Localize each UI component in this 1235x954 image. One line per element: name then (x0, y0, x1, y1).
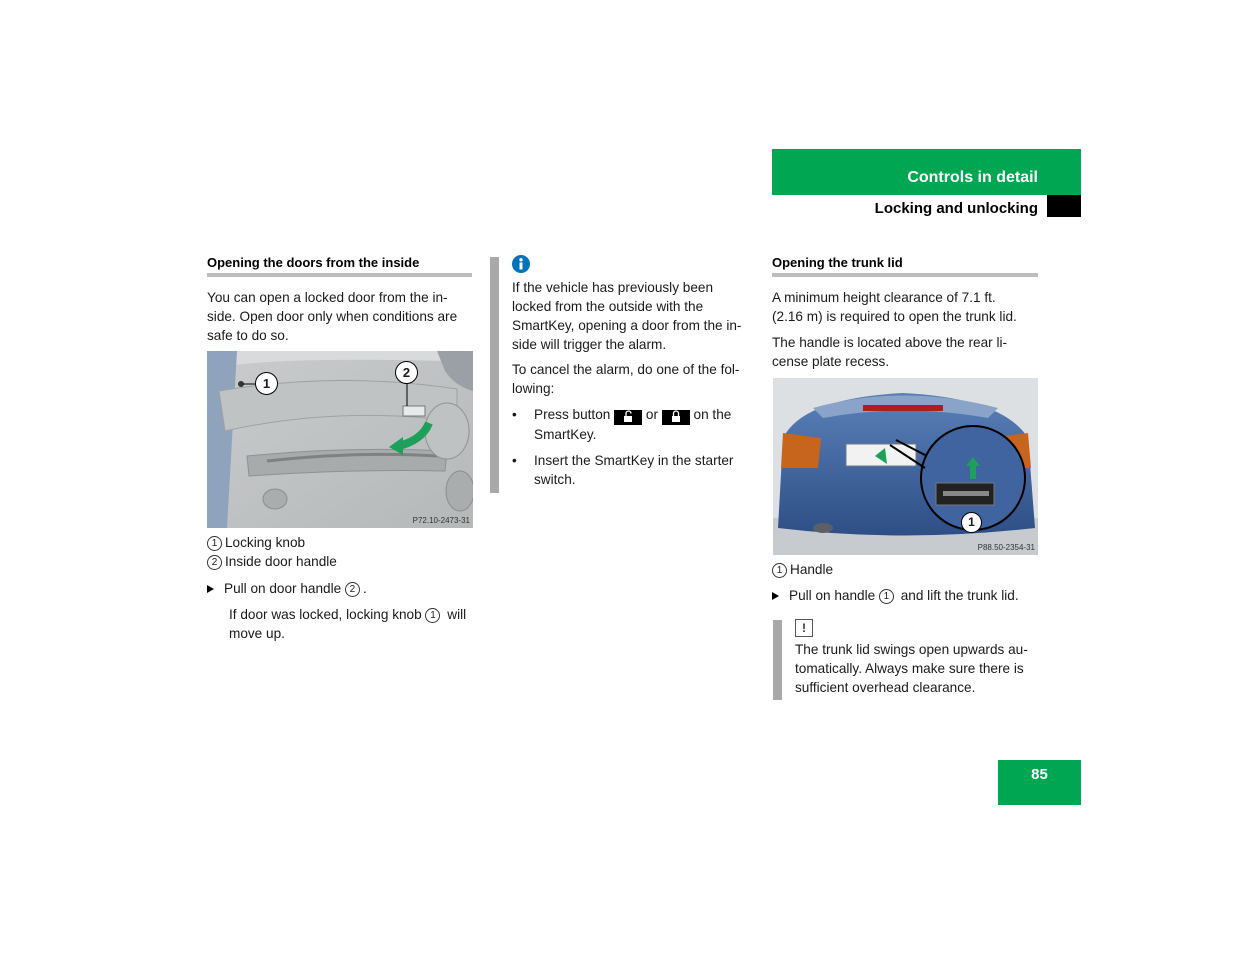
right-line: A minimum height clearance of 7.1 ft. (772, 290, 996, 305)
left-result (229, 605, 479, 643)
legend-number: 2 (207, 555, 222, 570)
callout-1: 1 (961, 512, 982, 533)
step-number: 1 (879, 589, 894, 604)
warning-line: sufficient overhead clearance. (795, 680, 976, 695)
step-arrow-icon (207, 585, 214, 593)
left-intro-line: safe to do so. (207, 328, 289, 343)
bullet-text-or: or (642, 407, 662, 422)
figure-code: P88.50-2354-31 (977, 543, 1035, 552)
right-step (772, 586, 1019, 605)
step-text-end: . (362, 581, 367, 596)
left-legend (207, 533, 337, 571)
info-line: If the vehicle has previously been (512, 280, 714, 295)
legend-number: 1 (207, 536, 222, 551)
left-intro-line: You can open a locked door from the in- (207, 290, 448, 305)
subsection-title: Locking and unlocking (874, 200, 1038, 217)
info-para-2 (512, 360, 762, 398)
page-number-box (998, 760, 1081, 805)
warning-icon: ! (795, 619, 813, 637)
page-number: 85 (1031, 766, 1048, 783)
step-text: Pull on door handle (224, 581, 345, 596)
result-text: If door was locked, locking knob (229, 607, 426, 622)
bullet-icon: • (512, 453, 517, 468)
right-heading: Opening the trunk lid (772, 255, 903, 270)
callout-2: 2 (395, 361, 418, 384)
info-bullet-1 (512, 405, 762, 444)
legend-number: 1 (772, 563, 787, 578)
section-title: Controls in detail (907, 169, 1038, 186)
warning-line: tomatically. Always make sure there is (795, 661, 1024, 676)
info-line: lowing: (512, 381, 555, 396)
result-line: move up. (229, 626, 285, 641)
legend-item (207, 552, 337, 571)
info-line: locked from the outside with the (512, 299, 704, 314)
subsection-marker (1047, 195, 1081, 217)
warning-sidebar (773, 620, 782, 700)
right-heading-rule (772, 273, 1038, 277)
info-icon (512, 255, 530, 273)
step-text-end: and lift the trunk lid. (896, 588, 1019, 603)
info-para-1 (512, 278, 762, 354)
result-text-end: will (443, 607, 467, 622)
step-number: 2 (345, 582, 360, 597)
unlock-key-icon (614, 410, 642, 425)
legend-item (207, 533, 337, 552)
step-arrow-icon (772, 592, 779, 600)
info-line: To cancel the alarm, do one of the fol- (512, 362, 740, 377)
figure-code: P72.10-2473-31 (412, 516, 470, 525)
trunk-lid-image (773, 378, 1038, 555)
bullet-text: Press button (534, 407, 615, 422)
legend-text: Handle (790, 562, 834, 577)
legend-text: Inside door handle (225, 554, 337, 569)
right-para-2 (772, 333, 1047, 371)
bullet-icon: • (512, 407, 517, 422)
legend-text: Locking knob (225, 535, 306, 550)
section-header (772, 149, 1081, 195)
right-legend (772, 560, 833, 579)
bullet-line: Insert the SmartKey in the starter (534, 453, 734, 468)
right-line: (2.16 m) is required to open the trunk lid. (772, 309, 1017, 324)
right-line: The handle is located above the rear li- (772, 335, 1008, 350)
left-heading-rule (207, 273, 472, 277)
lock-key-icon (662, 410, 690, 425)
bullet-line: SmartKey. (534, 427, 597, 442)
left-intro-line: side. Open door only when conditions are (207, 309, 458, 324)
right-para-1 (772, 288, 1047, 326)
result-number: 1 (425, 608, 440, 623)
left-heading: Opening the doors from the inside (207, 255, 420, 270)
info-bullet-2 (512, 451, 762, 489)
warning-text (795, 640, 1045, 697)
warning-line: The trunk lid swings open upwards au- (795, 642, 1028, 657)
right-line: cense plate recess. (772, 354, 890, 369)
subsection-header (772, 195, 1081, 219)
bullet-line: switch. (534, 472, 576, 487)
door-interior-image (207, 351, 473, 528)
bullet-text-end: on the (689, 407, 732, 422)
left-intro (207, 288, 477, 345)
info-sidebar (490, 257, 499, 493)
step-text: Pull on handle (789, 588, 879, 603)
info-line: SmartKey, opening a door from the in- (512, 318, 742, 333)
info-line: side will trigger the alarm. (512, 337, 667, 352)
callout-1: 1 (255, 372, 278, 395)
left-step (207, 579, 367, 598)
